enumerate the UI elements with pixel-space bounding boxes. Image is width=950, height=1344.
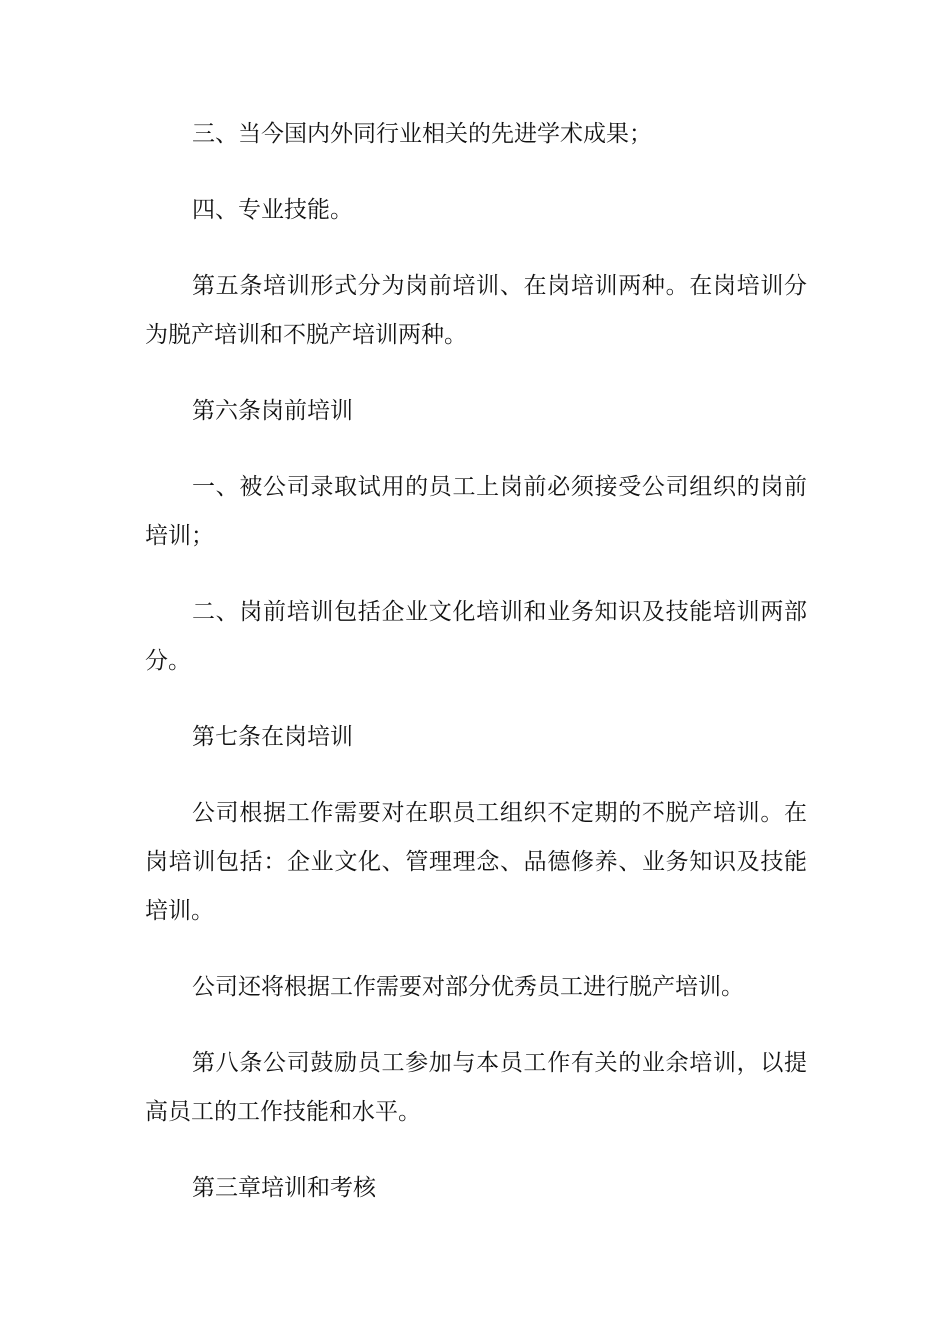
article-6-item-2: 二、岗前培训包括企业文化培训和业务知识及技能培训两部分。 [145, 599, 807, 674]
article-7-heading: 第七条在岗培训 [192, 724, 353, 750]
article-6-item-1: 一、被公司录取试用的员工上岗前必须接受公司组织的岗前培训； [145, 474, 807, 549]
article-7-note: 公司还将根据工作需要对部分优秀员工进行脱产培训。 [192, 974, 744, 1000]
article-5: 第五条培训形式分为岗前培训、在岗培训两种。在岗培训分为脱产培训和不脱产培训两种。 [145, 273, 807, 348]
article-7-body: 公司根据工作需要对在职员工组织不定期的不脱产培训。在岗培训包括：企业文化、管理理念、品德修养、业务知识及技能培训。 [145, 800, 807, 924]
paragraph-item-3: 三、当今国内外同行业相关的先进学术成果； [192, 121, 652, 147]
article-6-heading: 第六条岗前培训 [192, 398, 353, 424]
document-body [145, 110, 807, 1240]
paragraph-item-4: 四、专业技能。 [192, 197, 353, 223]
article-8: 第八条公司鼓励员工参加与本员工作有关的业余培训，以提高员工的工作技能和水平。 [145, 1050, 807, 1125]
chapter-3-heading: 第三章培训和考核 [192, 1175, 376, 1201]
